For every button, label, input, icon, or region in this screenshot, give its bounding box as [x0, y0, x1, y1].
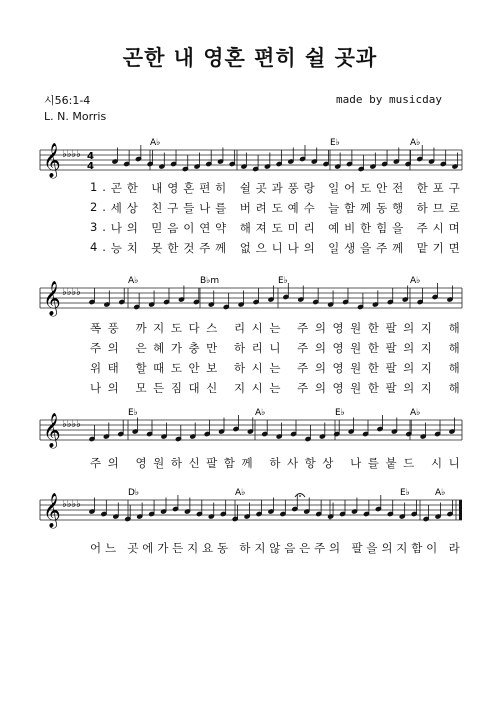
lyric-line: 2 . 세 상 친 구 들 나 를 버 려 도 예 수 늘 함 께 동 행 하 므 로: [90, 200, 460, 215]
chord-symbol: E♭: [400, 488, 410, 498]
lyric-line: 3 . 나 의 믿 음 이 연 약 해 져 도 미 리 예 비 한 힘 을 주 시 며: [90, 220, 460, 235]
credit-text: made by musicday: [336, 93, 442, 106]
chord-symbol: A♭: [150, 138, 161, 148]
chord-symbol: A♭: [410, 138, 421, 148]
chord-symbol: E♭: [330, 138, 340, 148]
author-name: L. N. Morris: [44, 110, 107, 123]
chord-symbol: A♭: [128, 276, 139, 286]
notes-system-2: [89, 283, 453, 310]
notes-system-1: [112, 145, 458, 172]
chord-symbol: B♭m: [200, 276, 220, 286]
chord-symbol: A♭: [255, 408, 266, 418]
lyric-line: 4 . 능 치 못 한 것 주 께 없 으 니 나 의 일 생 을 주 께 맡 기 면: [90, 240, 460, 255]
key-signature-flats: ♭♭♭♭: [62, 287, 81, 298]
lyric-line: 나 의 모 든 짐 대 신 지 시 는 주 의 영 원 한 팔 의 지 해: [90, 381, 460, 395]
notes-system-3: [89, 415, 455, 442]
source-info: [44, 93, 106, 125]
final-barline: [459, 500, 462, 520]
chord-symbol: E♭: [335, 408, 345, 418]
lyric-line: 1 . 곤 한 내 영 혼 편 히 쉴 곳 과 풍 랑 일 어 도 안 전 한 포 구: [90, 180, 460, 195]
lyric-line: 위 태 할 때 도 안 보 하 시 는 주 의 영 원 한 팔 의 지 해: [90, 361, 460, 375]
lyric-line: 폭 풍 까 지 도 다 스 리 시 는 주 의 영 원 한 팔 의 지 해: [90, 321, 460, 335]
chord-symbol: E♭: [278, 276, 288, 286]
staff-system-3: [0, 410, 500, 460]
chord-symbol: D♭: [128, 488, 140, 498]
chord-symbol: A♭: [235, 488, 246, 498]
key-signature-flats: ♭♭♭♭: [62, 499, 81, 510]
chord-symbol: A♭: [410, 276, 421, 286]
chord-symbol: A♭: [435, 488, 446, 498]
time-signature-top: 4: [87, 151, 94, 162]
time-signature-bottom: 4: [87, 161, 94, 172]
lyric-line: 어 느 곳 에 가 든 지 요 동 하 지 않 음 은 주 의 팔 을 의 지 함 이 라: [90, 541, 460, 555]
treble-clef-icon: 𝄞: [43, 413, 61, 448]
notes-system-4: [89, 495, 453, 522]
key-signature-flats: ♭♭♭♭: [62, 149, 81, 160]
key-signature-flats: ♭♭♭♭: [62, 419, 81, 430]
chord-symbol: A♭: [410, 408, 421, 418]
treble-clef-icon: 𝄞: [43, 143, 61, 178]
chord-symbol: E♭: [128, 408, 138, 418]
lyric-line: 주 의 영 원 하 신 팔 함 께 하 사 항 상 나 를 붙 드 시 니: [90, 456, 460, 470]
page-title: 곤한 내 영혼 편히 쉴 곳과: [122, 46, 378, 70]
treble-clef-icon: 𝄞: [43, 281, 61, 316]
staff-system-4: [0, 490, 500, 540]
treble-clef-icon: 𝄞: [43, 493, 61, 528]
lyric-line: 주 의 은 혜 가 충 만 하 리 니 주 의 영 원 한 팔 의 지 해: [90, 341, 460, 355]
scripture-reference: 시56:1-4: [44, 94, 91, 107]
